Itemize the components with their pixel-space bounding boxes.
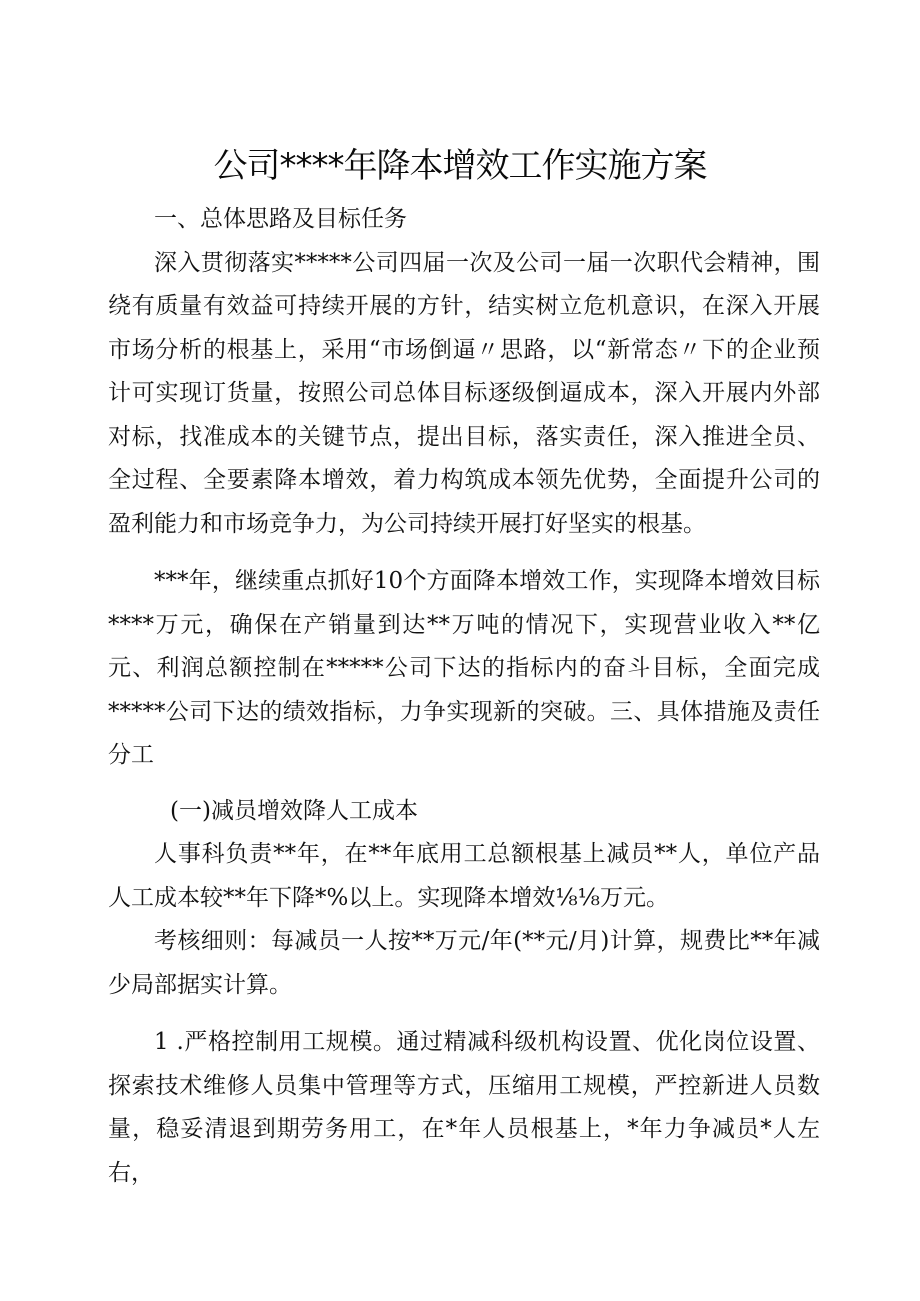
paragraph-hr-responsibility: 人事科负责**年，在**年底用工总额根基上减员**人，单位产品人工成本较**年下降*%以上。实现降本增效⅛⅛万元。 — [108, 841, 820, 911]
paragraph-item-1: 1 .严格控制用工规模。通过精减科级机构设置、优化岗位设置、探索技术维修人员集中管理等方式，压缩用工规模，严控新进人员数量，稳妥清退到期劳务用工，在*年人员根基上，*年力争减员*人左右， — [108, 1029, 821, 1186]
paragraph-targets: ***年，继续重点抓好10个方面降本增效工作，实现降本增效目标****万元，确保在产销量到达**万吨的情况下，实现营业收入**亿元、利润总额控制在*****公司下达的指标内的奋斗目标，全面完成*****公司下达的绩效指标，力争实现新的突破。三、具体措施及责任分工 — [108, 568, 820, 768]
subsection-heading-staff-reduction: (一)减员增效降人工成本 — [170, 797, 418, 824]
section-heading-overall: 一、总体思路及目标任务 — [154, 206, 407, 232]
document-title: 公司****年降本增效工作实施方案 — [213, 146, 707, 186]
paragraph-assessment-rules: 考核细则：每减员一人按**万元/年(**元/月)计算，规费比**年减少局部据实计算。 — [108, 928, 820, 998]
document-body — [108, 198, 820, 1195]
paragraph-overall-approach: 深入贯彻落实*****公司四届一次及公司一届一次职代会精神，围绕有质量有效益可持续开展的方针，结实树立危机意识，在深入开展市场分析的根基上，采用“市场倒逼〃思路，以“新常态〃下的企业预计可实现订货量，按照公司总体目标逐级倒逼成本，深入开展内外部对标，找准成本的关键节点，提出目标，落实责任，深入推进全员、全过程、全要素降本增效，着力构筑成本领先优势，全面提升公司的盈利能力和市场竞争力，为公司持续开展打好坚实的根基。 — [108, 249, 820, 537]
